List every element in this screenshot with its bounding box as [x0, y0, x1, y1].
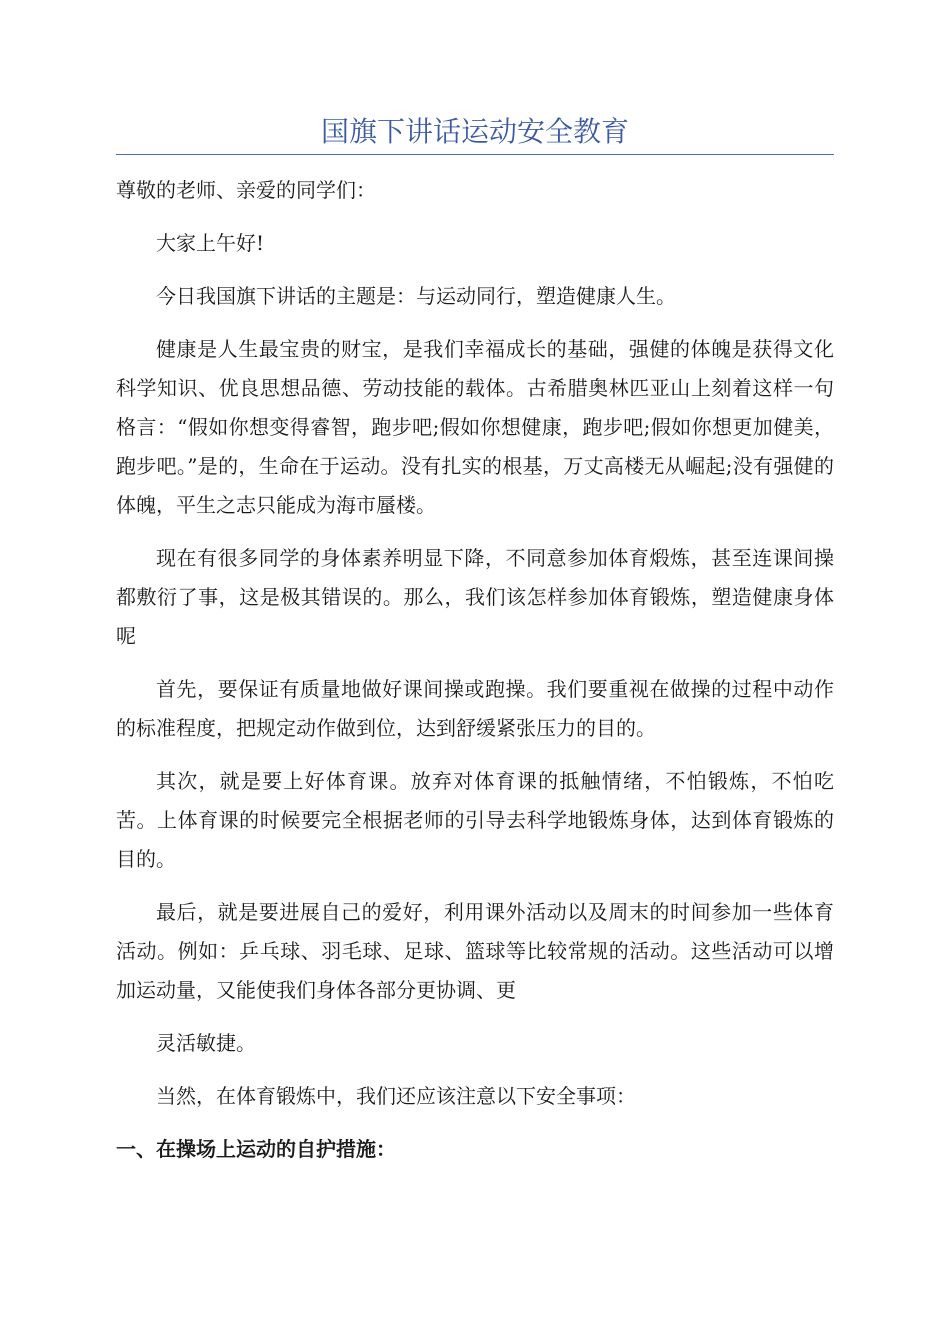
paragraph-8: 灵活敏捷。 — [156, 1031, 256, 1055]
title-underline — [116, 154, 834, 155]
document-body — [116, 171, 834, 1169]
paragraph-3: 健康是人生最宝贵的财宝，是我们幸福成长的基础，强健的体魄是获得文化科学知识、优良思想品德、劳动技能的载体。古希腊奥林匹亚山上刻着这样一句格言：“假如你想变得睿智，跑步吧;假如你想健康，跑步吧;假如你想更加健美，跑步吧。”是的，生命在于运动。没有扎实的根基，万丈高楼无从崛起;没有强健的体魄，平生之志只能成为海市蜃楼。 — [116, 337, 834, 517]
paragraph-5: 首先，要保证有质量地做好课间操或跑操。我们要重视在做操的过程中动作的标准程度，把规定动作做到位，达到舒缓紧张压力的目的。 — [116, 677, 834, 740]
paragraph-1: 大家上午好! — [156, 231, 265, 255]
section-heading: 一、在操场上运动的自护措施： — [116, 1137, 396, 1161]
document-title: 国旗下讲话运动安全教育 — [320, 115, 629, 148]
paragraph-7: 最后，就是要进展自己的爱好，利用课外活动以及周末的时间参加一些体育活动。例如：乒乓球、羽毛球、足球、篮球等比较常规的活动。这些活动可以增加运动量，又能使我们身体各部分更协调、更 — [116, 900, 834, 1002]
paragraph-9: 当然，在体育锻炼中，我们还应该注意以下安全事项： — [156, 1084, 636, 1108]
paragraph-6: 其次，就是要上好体育课。放弃对体育课的抵触情绪，不怕锻炼，不怕吃苦。上体育课的时候要完全根据老师的引导去科学地锻炼身体，达到体育锻炼的目的。 — [116, 769, 834, 871]
greeting: 尊敬的老师、亲爱的同学们： — [116, 178, 376, 202]
paragraph-4: 现在有很多同学的身体素养明显下降，不同意参加体育煅炼，甚至连课间操都敷衍了事，这是极其错误的。那么，我们该怎样参加体育锻炼，塑造健康身体呢 — [116, 546, 834, 648]
paragraph-2: 今日我国旗下讲话的主题是：与运动同行，塑造健康人生。 — [156, 284, 676, 308]
